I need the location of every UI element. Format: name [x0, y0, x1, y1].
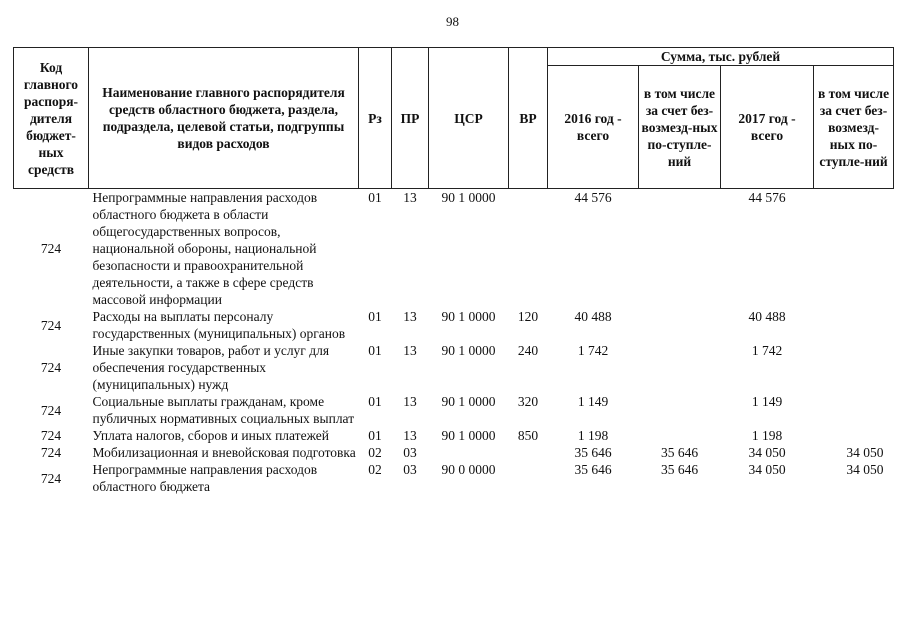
cell-code: 724 [40, 445, 62, 460]
header-sum: Сумма, тыс. рублей [548, 48, 894, 66]
cell-name: Непрограммные направления расходов областного бюджета в области общегосударственных вопросов, национальной обороны, национальной безопасности и правоохранительной деятельности, а также в сфере средств массовой информации [92, 190, 318, 307]
cell-2016-total: 1 198 [577, 428, 609, 443]
header-2016-free: в том числе за счет без-возмезд-ных по-ступле-ний [639, 66, 721, 189]
cell-2017-total: 44 576 [748, 190, 786, 205]
cell-vr: 850 [517, 428, 539, 443]
header-vr: ВР [509, 48, 548, 189]
header-pr: ПР [392, 48, 429, 189]
cell-name: Мобилизационная и вневойсковая подготовка [92, 445, 356, 460]
cell-csr: 90 1 0000 [441, 309, 496, 324]
table-row [14, 444, 894, 461]
cell-csr: 90 0 0000 [441, 462, 496, 477]
cell-csr: 90 1 0000 [441, 343, 496, 358]
cell-2017-free [814, 342, 894, 393]
cell-2017-total: 1 742 [751, 343, 783, 358]
budget-table [13, 47, 894, 495]
cell-pr: 03 [403, 462, 417, 477]
cell-csr: 90 1 0000 [441, 394, 496, 409]
cell-2017-free: 34 050 [846, 462, 884, 477]
cell-pr: 13 [403, 343, 417, 358]
cell-pr: 13 [403, 428, 417, 443]
cell-2017-free: 34 050 [846, 445, 884, 460]
page-number: 98 [446, 14, 459, 29]
cell-2016-free [639, 189, 721, 309]
cell-2017-total: 1 149 [751, 394, 783, 409]
cell-2016-total: 35 646 [574, 462, 612, 477]
cell-rz: 01 [368, 190, 382, 205]
table-row [14, 427, 894, 444]
header-name: Наименование главного распорядителя средств областного бюджета, раздела, подраздела, целевой статьи, подгруппы видов расходов [89, 48, 359, 189]
cell-2016-free: 35 646 [660, 462, 699, 477]
cell-csr: 90 1 0000 [441, 428, 496, 443]
cell-rz: 02 [368, 462, 382, 477]
header-2017-total: 2017 год - всего [721, 66, 814, 189]
cell-2017-free [814, 427, 894, 444]
cell-name: Уплата налогов, сборов и иных платежей [92, 428, 329, 443]
header-rz: Рз [359, 48, 392, 189]
cell-rz: 01 [368, 309, 382, 324]
cell-2017-free [814, 308, 894, 342]
cell-2016-total: 35 646 [574, 445, 612, 460]
cell-2016-free [639, 427, 721, 444]
cell-2016-total: 40 488 [574, 309, 612, 324]
cell-2016-free: 35 646 [660, 445, 699, 460]
cell-name: Иные закупки товаров, работ и услуг для обеспечения государственных (муниципальных) нужд [92, 343, 330, 392]
table-row [14, 189, 894, 309]
cell-pr: 03 [403, 445, 417, 460]
cell-rz: 01 [368, 428, 382, 443]
cell-2017-free [814, 189, 894, 309]
table-row [14, 342, 894, 393]
header-code: Код главного распоря-дителя бюджет-ных средств [14, 48, 89, 189]
cell-2017-total: 40 488 [748, 309, 786, 324]
cell-pr: 13 [403, 394, 417, 409]
header-2016-total: 2016 год - всего [548, 66, 639, 189]
table-body [14, 189, 894, 496]
cell-pr: 13 [403, 190, 417, 205]
cell-rz: 01 [368, 343, 382, 358]
cell-csr [429, 444, 509, 461]
header-csr: ЦСР [429, 48, 509, 189]
table-header [14, 48, 894, 189]
cell-2017-total: 34 050 [748, 462, 786, 477]
cell-rz: 02 [368, 445, 382, 460]
cell-csr: 90 1 0000 [441, 190, 496, 205]
cell-vr: 120 [517, 309, 539, 324]
cell-2017-total: 34 050 [748, 445, 786, 460]
cell-vr: 320 [517, 394, 539, 409]
cell-name: Расходы на выплаты персоналу государственных (муниципальных) органов [92, 309, 346, 341]
cell-vr [509, 444, 548, 461]
cell-code: 724 [40, 360, 62, 375]
cell-vr [509, 189, 548, 309]
header-2017-free: в том числе за счет без-возмезд-ных по-ступле-ний [814, 66, 894, 189]
cell-code: 724 [40, 470, 62, 486]
table-row [14, 308, 894, 342]
cell-vr: 240 [517, 343, 539, 358]
cell-2017-total: 1 198 [751, 428, 783, 443]
cell-2017-free [814, 393, 894, 427]
cell-code: 724 [40, 428, 62, 443]
cell-code: 724 [40, 402, 62, 418]
cell-code: 724 [40, 317, 62, 333]
table-row [14, 393, 894, 427]
cell-code: 724 [40, 241, 62, 256]
cell-vr [509, 461, 548, 495]
cell-2016-total: 44 576 [574, 190, 612, 205]
cell-2016-free [639, 393, 721, 427]
cell-2016-total: 1 149 [577, 394, 609, 409]
table-row [14, 461, 894, 495]
cell-2016-free [639, 308, 721, 342]
cell-2016-total: 1 742 [577, 343, 609, 358]
cell-pr: 13 [403, 309, 417, 324]
cell-2016-free [639, 342, 721, 393]
cell-name: Непрограммные направления расходов областного бюджета [92, 462, 318, 494]
cell-name: Социальные выплаты гражданам, кроме публичных нормативных социальных выплат [92, 394, 355, 426]
cell-rz: 01 [368, 394, 382, 409]
